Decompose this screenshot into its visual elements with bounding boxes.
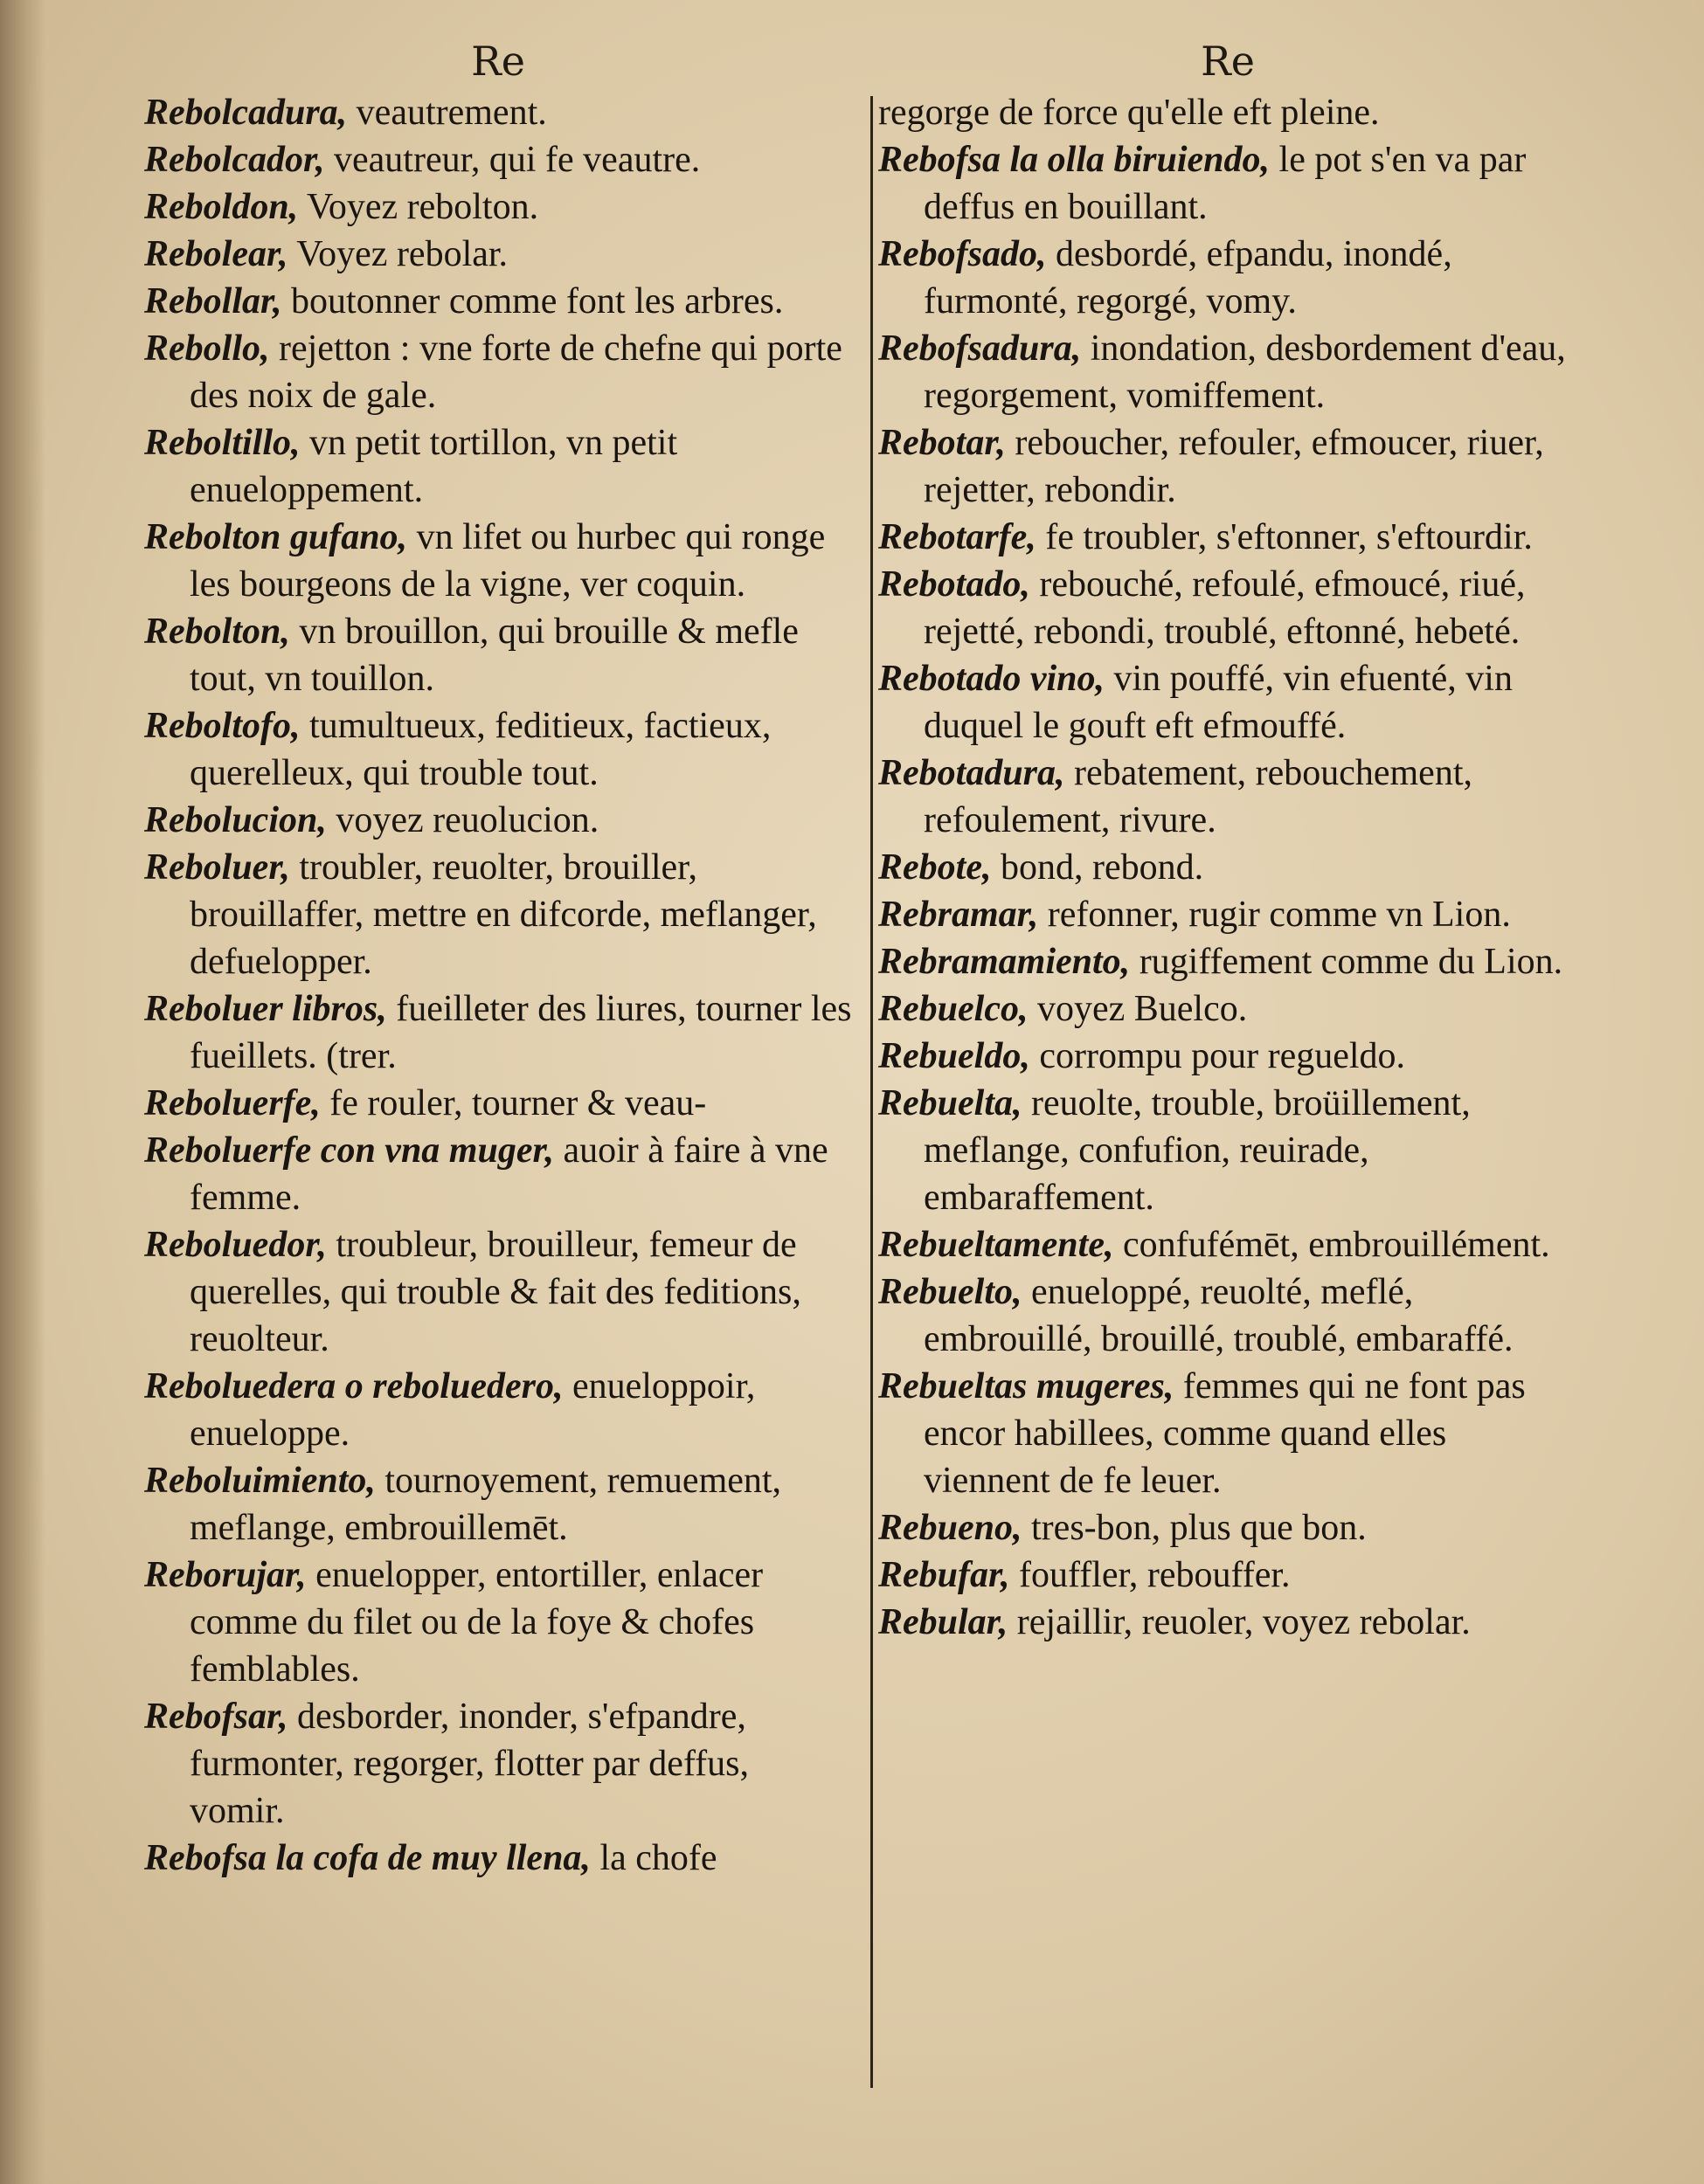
entry-headword: Rebolcador,: [144, 140, 325, 180]
entry-definition: vn petit tortillon, vn petit enueloppement.: [190, 423, 678, 510]
entry-definition: refonner, rugir comme vn Lion.: [1047, 895, 1511, 935]
entry-headword: Rebufar,: [878, 1555, 1010, 1595]
entry-headword: Rebolcadura,: [144, 93, 348, 133]
right-column: [878, 35, 1577, 1646]
dictionary-entry: [144, 1835, 852, 1882]
dictionary-entry: [144, 183, 852, 231]
entry-headword: Reboluedor,: [144, 1225, 327, 1265]
entry-definition: veautreur, qui fe veautre.: [334, 140, 701, 180]
dictionary-entry: [878, 325, 1577, 419]
entry-headword: Rebolear,: [144, 234, 288, 274]
dictionary-entry: [878, 419, 1577, 514]
dictionary-entry: [878, 1268, 1577, 1363]
entry-definition: voyez reuolucion.: [336, 800, 599, 840]
dictionary-entry: [144, 231, 852, 278]
dictionary-entry: [144, 325, 852, 419]
dictionary-entry: [878, 1363, 1577, 1504]
entry-definition: fueilleter des liures, tourner les fueillets. (trer.: [190, 989, 852, 1076]
entry-definition: reboucher, refouler, efmoucer, riuer, rejetter, rebondir.: [924, 423, 1544, 510]
dictionary-entry: [878, 1599, 1577, 1646]
entry-headword: Rebolucion,: [144, 800, 327, 840]
dictionary-entry: [144, 844, 852, 985]
entry-headword: Rebofsa la cofa de muy llena,: [144, 1838, 591, 1878]
dictionary-entry: [144, 702, 852, 797]
entry-headword: Rebramamiento,: [878, 942, 1131, 982]
entry-headword: Reboltillo,: [144, 423, 301, 463]
dictionary-entry: [144, 1080, 852, 1127]
dictionary-entry: [878, 1221, 1577, 1268]
dictionary-entry: [878, 655, 1577, 750]
entry-definition: fe troubler, s'eftonner, s'eftourdir.: [1045, 517, 1533, 557]
dictionary-entry: [878, 1552, 1577, 1599]
dictionary-entry: [144, 1221, 852, 1363]
entry-definition: enueloppoir, enueloppe.: [190, 1366, 756, 1454]
entry-headword: Rebotadura,: [878, 753, 1065, 793]
entry-definition: bond, rebond.: [1000, 847, 1204, 888]
dictionary-entry: [144, 608, 852, 702]
entry-definition: boutonner comme font les arbres.: [291, 281, 784, 321]
left-column: [144, 35, 852, 1882]
entry-definition: reuolte, trouble, broüillement, meflange, confufion, reuirade, embaraffement.: [924, 1083, 1471, 1218]
dictionary-entry: [144, 1552, 852, 1693]
entry-definition: femmes qui ne font pas encor habillees, comme quand elles viennent de fe leuer.: [924, 1366, 1526, 1501]
dictionary-entry: [144, 1363, 852, 1457]
entry-headword: Rebofsado,: [878, 234, 1047, 274]
entry-definition: desbordé, efpandu, inondé, furmonté, regorgé, vomy.: [924, 234, 1452, 321]
entry-definition: tumultueux, feditieux, factieux, querelleux, qui trouble tout.: [190, 706, 772, 793]
entry-headword: Rebolton,: [144, 612, 290, 652]
entry-headword: Rebofsar,: [144, 1697, 288, 1737]
entry-definition: vin pouffé, vin efuenté, vin duquel le gouft eft efmouffé.: [924, 659, 1513, 746]
entry-definition: vn brouillon, qui brouille & mefle tout, vn touillon.: [190, 612, 799, 699]
book-spine-shadow: [0, 0, 45, 2184]
entry-definition: inondation, desbordement d'eau, regorgement, vomiffement.: [924, 328, 1566, 416]
entry-definition: vn lifet ou hurbec qui ronge les bourgeons de la vigne, ver coquin.: [190, 517, 826, 605]
entry-headword: Rebuelco,: [878, 989, 1029, 1029]
entry-definition: enueloppé, reuolté, meflé, embrouillé, brouillé, troublé, embaraffé.: [924, 1272, 1514, 1359]
entry-headword: Reborujar,: [144, 1555, 307, 1595]
entry-headword: Rebuelto,: [878, 1272, 1022, 1312]
dictionary-entry: [878, 1033, 1577, 1080]
entry-headword: Reboluimiento,: [144, 1461, 376, 1501]
entry-definition: rejaillir, reuoler, voyez rebolar.: [1016, 1602, 1471, 1642]
dictionary-entry: [144, 1127, 852, 1221]
entry-headword: Reboluerfe,: [144, 1083, 321, 1123]
dictionary-entry: [144, 278, 852, 325]
entry-headword: Rebofsa la olla biruiendo,: [878, 140, 1271, 180]
left-running-head: Re: [471, 38, 525, 85]
right-entries: [878, 89, 1577, 1646]
entry-definition: voyez Buelco.: [1036, 989, 1248, 1029]
entry-headword: Rebollar,: [144, 281, 282, 321]
entry-headword: Rebotado vino,: [878, 659, 1105, 699]
entry-headword: Rebueno,: [878, 1508, 1022, 1548]
entry-headword: Rebolton gufano,: [144, 517, 408, 557]
entry-definition: la chofe: [599, 1838, 717, 1878]
entry-definition: enuelopper, entortiller, enlacer comme du filet ou de la foye & chofes femblables.: [190, 1555, 764, 1690]
entry-headword: Rebotarfe,: [878, 517, 1036, 557]
entry-definition: corrompu pour regueldo.: [1039, 1036, 1406, 1076]
dictionary-entry: [144, 419, 852, 514]
entry-definition: troubler, reuolter, brouiller, brouillaffer, mettre en difcorde, meflanger, defuelopper.: [190, 847, 817, 982]
entry-headword: Reboldon,: [144, 187, 299, 227]
entry-definition: le pot s'en va par deffus en bouillant.: [924, 140, 1527, 227]
entry-definition: tres-bon, plus que bon.: [1031, 1508, 1367, 1548]
dictionary-entry: [878, 561, 1577, 655]
dictionary-entry: [878, 231, 1577, 325]
dictionary-entry: [878, 514, 1577, 561]
dictionary-entry: [878, 985, 1577, 1033]
entry-definition: rebatement, rebouchement, refoulement, rivure.: [924, 753, 1472, 840]
column-divider: [870, 96, 873, 2088]
right-running-head: Re: [1201, 38, 1255, 85]
entry-headword: Reboluedera o reboluedero,: [144, 1366, 564, 1406]
entry-headword: Rebotado,: [878, 564, 1030, 605]
dictionary-entry: [878, 750, 1577, 844]
dictionary-entry: [878, 89, 1577, 136]
entry-headword: Rebueltas mugeres,: [878, 1366, 1174, 1406]
entry-headword: Rebramar,: [878, 895, 1039, 935]
entry-headword: Rebollo,: [144, 328, 270, 369]
entry-headword: Rebofsadura,: [878, 328, 1082, 369]
entry-definition: desborder, inonder, s'efpandre, furmonter, regorger, flotter par deffus, vomir.: [190, 1697, 750, 1831]
entry-headword: Rebote,: [878, 847, 992, 888]
entry-headword: Rebueldo,: [878, 1036, 1030, 1076]
entry-headword: Rebueltamente,: [878, 1225, 1114, 1265]
dictionary-entry: [878, 891, 1577, 938]
entry-headword: Reboltofo,: [144, 706, 301, 746]
dictionary-entry: [878, 1504, 1577, 1552]
dictionary-entry: [144, 797, 852, 844]
dictionary-entry: [144, 514, 852, 608]
dictionary-entry: [878, 844, 1577, 891]
entry-headword: Reboluer libros,: [144, 989, 387, 1029]
dictionary-entry: [878, 136, 1577, 231]
entry-headword: Rebotar,: [878, 423, 1006, 463]
entry-definition: veautrement.: [356, 93, 547, 133]
entry-definition: auoir à faire à vne femme.: [190, 1130, 828, 1218]
entry-definition: rugiffement comme du Lion.: [1139, 942, 1563, 982]
entry-headword: Reboluerfe con vna muger,: [144, 1130, 554, 1171]
entry-definition: tournoyement, remuement, meflange, embrouillemēt.: [190, 1461, 782, 1548]
entry-definition: Voyez rebolar.: [296, 234, 509, 274]
entry-definition: fouffler, rebouffer.: [1019, 1555, 1291, 1595]
entry-definition: rebouché, refoulé, efmoucé, riué, rejetté, rebondi, troublé, eftonné, hebeté.: [924, 564, 1526, 652]
entry-definition: rejetton : vne forte de chefne qui porte des noix de gale.: [190, 328, 842, 416]
dictionary-entry: [144, 1457, 852, 1552]
dictionary-entry: [144, 136, 852, 183]
entry-definition: troubleur, brouilleur, femeur de querelles, qui trouble & fait des feditions, reuolteur.: [190, 1225, 801, 1359]
dictionary-entry: [878, 1080, 1577, 1221]
dictionary-entry: [144, 1693, 852, 1835]
entry-definition: confufémēt, embrouillément.: [1122, 1225, 1550, 1265]
dictionary-entry: [144, 89, 852, 136]
entry-definition: fe rouler, tourner & veau-: [329, 1083, 707, 1123]
entry-definition: Voyez rebolton.: [306, 187, 539, 227]
dictionary-entry: [878, 938, 1577, 985]
entry-headword: Rebuelta,: [878, 1083, 1022, 1123]
dictionary-entry: [144, 985, 852, 1080]
left-entries: [144, 89, 852, 1882]
entry-headword: Rebular,: [878, 1602, 1008, 1642]
entry-headword: Reboluer,: [144, 847, 290, 888]
entry-definition: regorge de force qu'elle eft pleine.: [878, 93, 1380, 133]
